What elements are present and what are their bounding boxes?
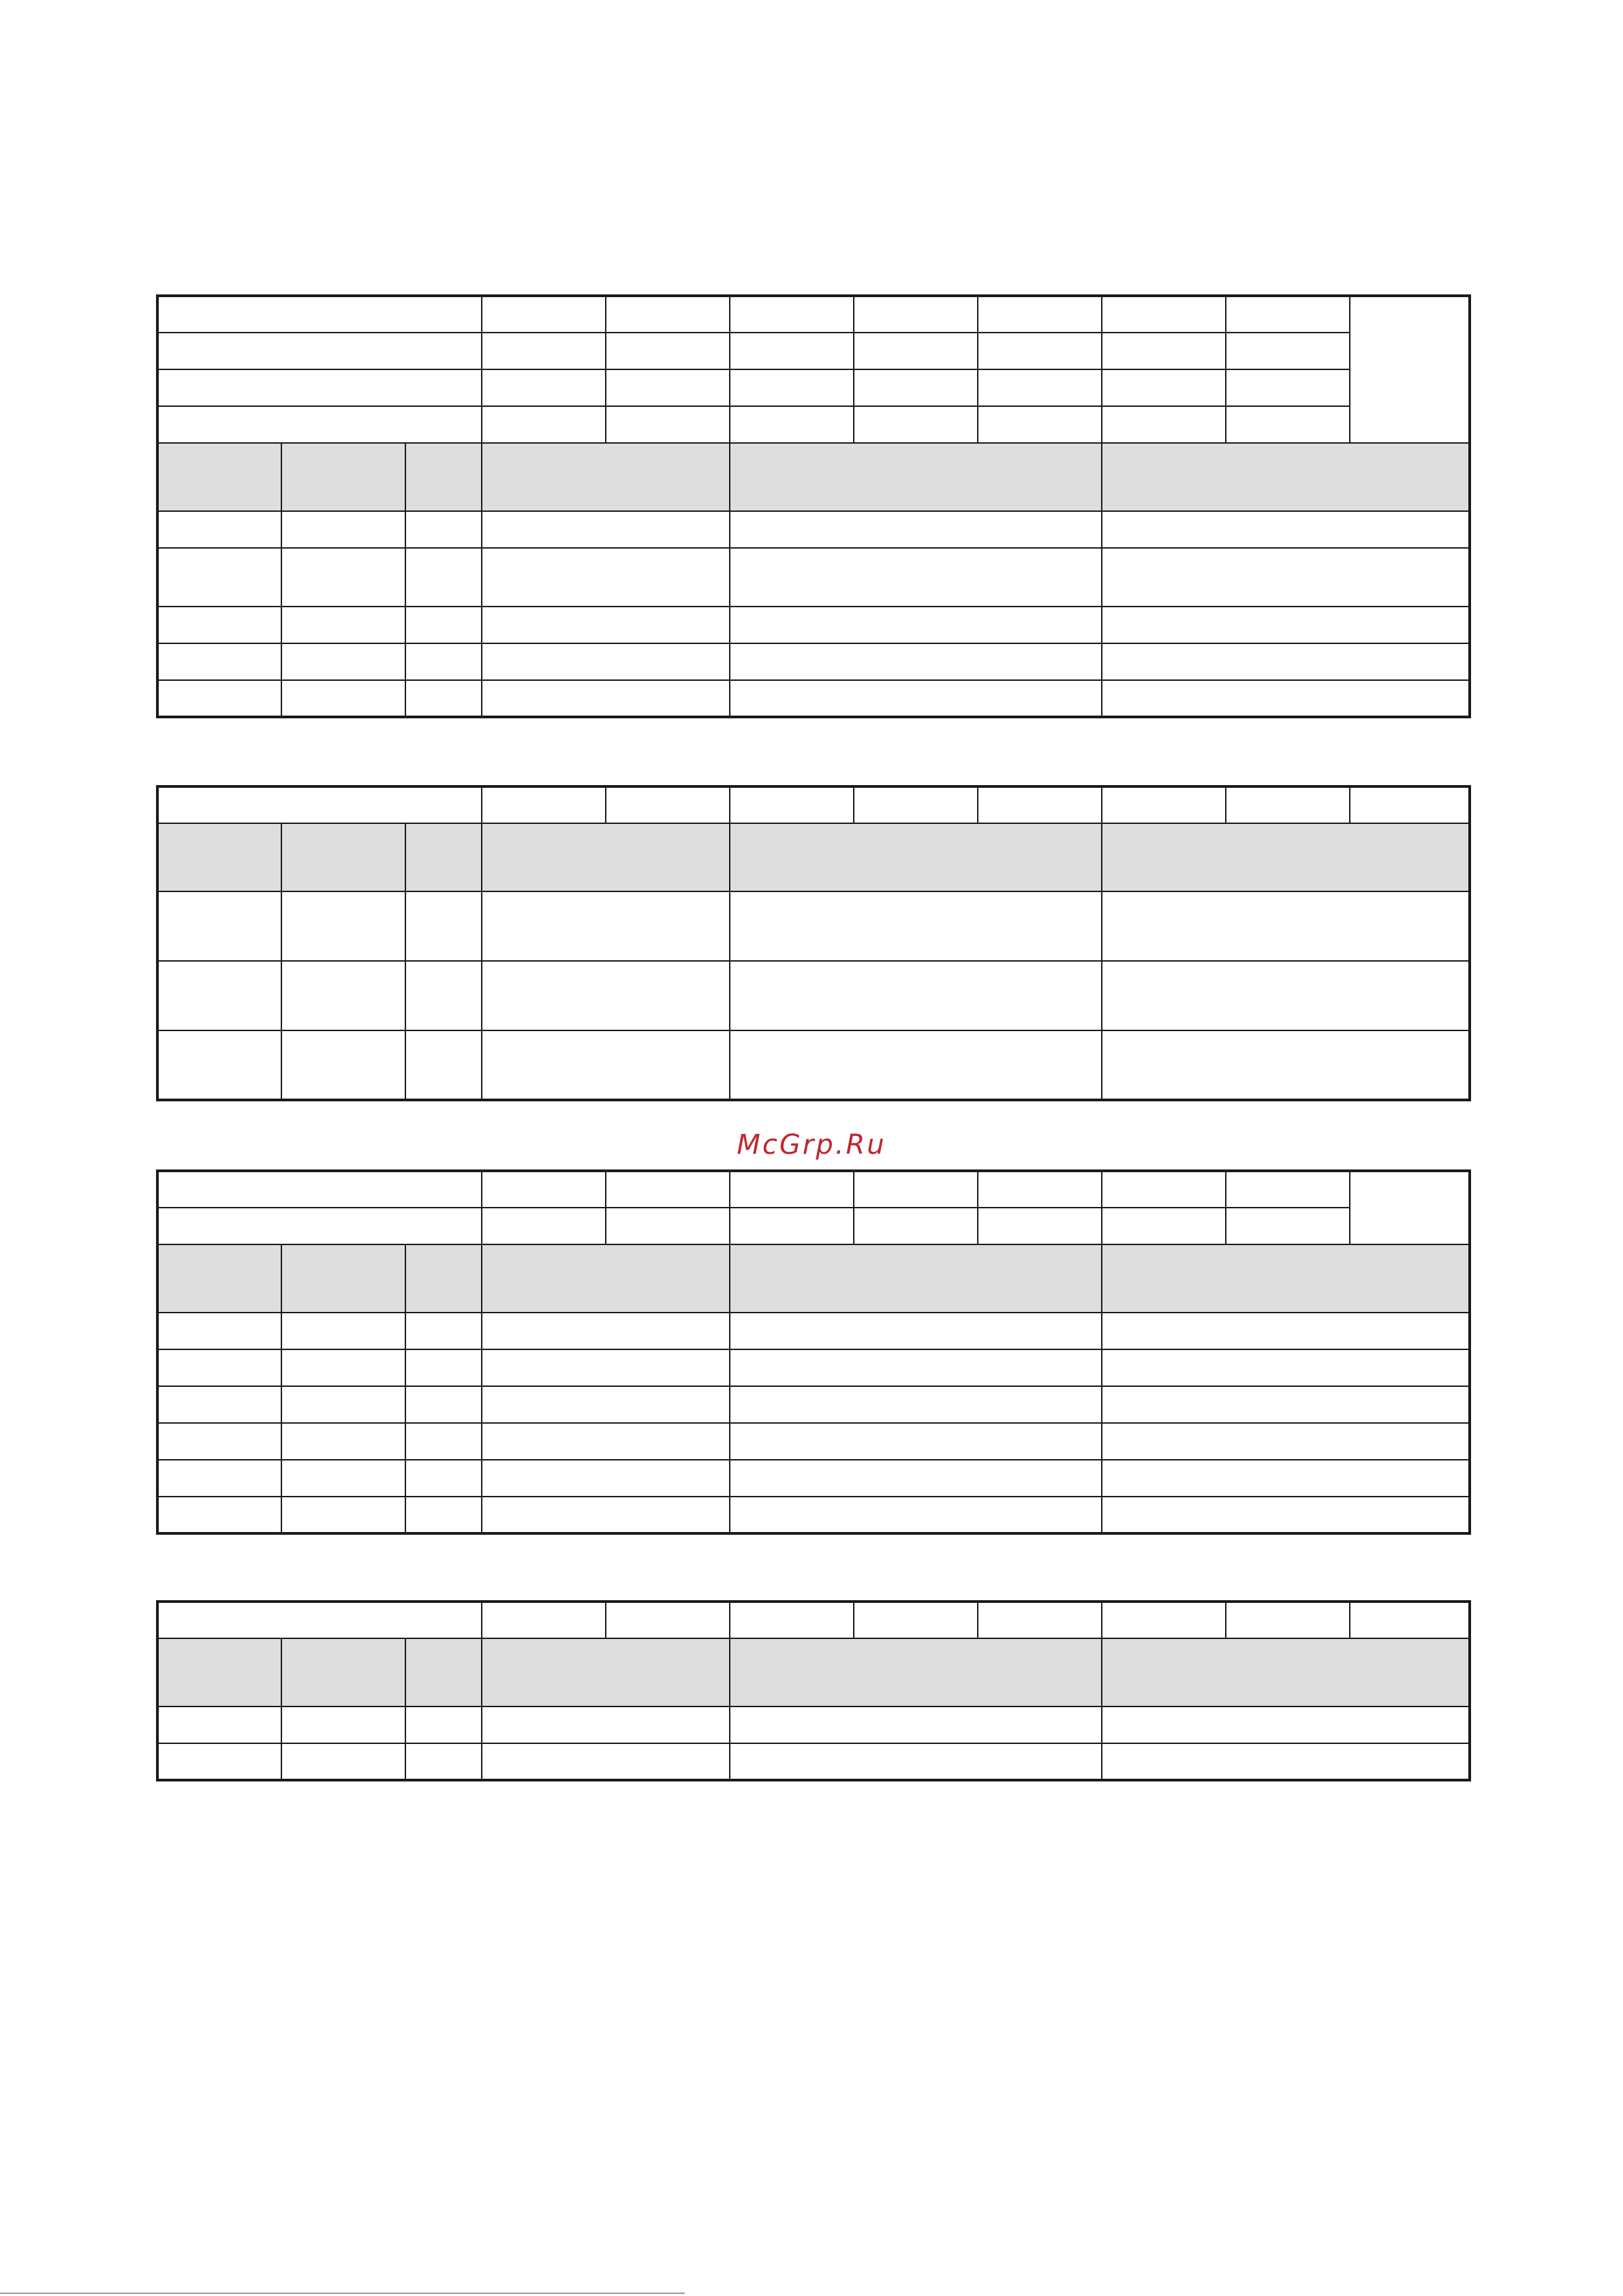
header-row — [157, 443, 1470, 511]
table-cell — [1102, 1497, 1470, 1533]
header-row — [157, 1244, 1470, 1313]
spec-value-cell — [482, 1208, 606, 1244]
table-cell — [1102, 1386, 1470, 1423]
table-cell — [730, 1313, 1102, 1349]
table-cell — [157, 1386, 281, 1423]
table-cell — [157, 961, 281, 1030]
header-cell — [281, 443, 405, 511]
table-cell — [405, 1030, 482, 1100]
table-row — [157, 961, 1470, 1030]
table-cell — [730, 607, 1102, 643]
table-4 — [156, 1600, 1471, 1781]
table-cell — [730, 1386, 1102, 1423]
header-cell — [1102, 1244, 1470, 1313]
table-cell — [1102, 1349, 1470, 1386]
table-cell — [1102, 548, 1470, 607]
table-cell — [281, 1706, 405, 1743]
table-cell — [482, 1423, 730, 1460]
table-cell — [281, 643, 405, 680]
spec-value-cell — [854, 1171, 978, 1208]
spec-value-cell — [482, 333, 606, 369]
spec-label-cell — [157, 333, 482, 369]
spec-value-cell — [482, 1171, 606, 1208]
table-cell — [1102, 607, 1470, 643]
spec-value-cell — [978, 1171, 1102, 1208]
spec-value-cell — [854, 333, 978, 369]
header-cell — [482, 823, 730, 891]
table-cell — [730, 1423, 1102, 1460]
table-cell — [281, 607, 405, 643]
table-cell — [730, 1349, 1102, 1386]
table-cell — [281, 1349, 405, 1386]
header-cell — [730, 823, 1102, 891]
spec-value-cell — [606, 1602, 730, 1638]
table-cell — [281, 1030, 405, 1100]
header-cell — [730, 1638, 1102, 1706]
header-cell — [157, 1244, 281, 1313]
header-cell — [157, 443, 281, 511]
spec-value-cell — [482, 296, 606, 333]
table-cell — [405, 1313, 482, 1349]
spec-value-cell — [1226, 333, 1350, 369]
table-cell — [157, 511, 281, 548]
spec-value-cell — [1102, 369, 1226, 406]
header-cell — [157, 1638, 281, 1706]
spec-row — [157, 786, 1470, 823]
spec-row — [157, 1208, 1470, 1244]
spec-value-cell — [854, 406, 978, 443]
spec-value-cell — [1102, 1602, 1226, 1638]
header-cell — [1102, 823, 1470, 891]
header-cell — [405, 1244, 482, 1313]
spec-label-cell — [157, 1602, 482, 1638]
table-cell — [405, 961, 482, 1030]
table-cell — [157, 1030, 281, 1100]
table-cell — [281, 511, 405, 548]
table-1 — [156, 294, 1471, 718]
spec-value-cell — [978, 296, 1102, 333]
table-cell — [482, 607, 730, 643]
spec-value-cell — [1102, 406, 1226, 443]
header-cell — [730, 443, 1102, 511]
header-cell — [405, 1638, 482, 1706]
table-cell — [281, 891, 405, 961]
table-cell — [482, 1497, 730, 1533]
table-row — [157, 1497, 1470, 1533]
table-cell — [1102, 511, 1470, 548]
spec-value-cell — [730, 296, 854, 333]
spec-value-cell — [1226, 1171, 1350, 1208]
table-cell — [730, 1743, 1102, 1780]
spec-label-cell — [157, 369, 482, 406]
header-row — [157, 1638, 1470, 1706]
header-cell — [482, 443, 730, 511]
table-cell — [1102, 961, 1470, 1030]
spec-value-cell — [854, 369, 978, 406]
spec-value-cell — [1226, 406, 1350, 443]
table-row — [157, 1706, 1470, 1743]
table-row — [157, 1743, 1470, 1780]
spec-value-cell — [1102, 1208, 1226, 1244]
table-row — [157, 891, 1470, 961]
header-cell — [482, 1638, 730, 1706]
spec-value-cell — [730, 333, 854, 369]
spec-label-cell — [157, 786, 482, 823]
table-cell — [730, 511, 1102, 548]
table-cell — [405, 607, 482, 643]
spec-value-cell — [978, 333, 1102, 369]
table-cell — [157, 680, 281, 717]
table-cell — [157, 548, 281, 607]
spec-value-cell — [606, 1171, 730, 1208]
table-cell — [730, 548, 1102, 607]
spec-value-cell — [482, 369, 606, 406]
table-cell — [1102, 1460, 1470, 1497]
table-row — [157, 1423, 1470, 1460]
header-cell — [157, 823, 281, 891]
spec-value-cell — [1226, 369, 1350, 406]
table-row — [157, 1386, 1470, 1423]
table-cell — [482, 961, 730, 1030]
table-row — [157, 1030, 1470, 1100]
table-3 — [156, 1169, 1471, 1535]
table-cell — [1102, 643, 1470, 680]
spec-value-cell — [730, 786, 854, 823]
spec-value-cell — [978, 786, 1102, 823]
table-cell — [405, 1743, 482, 1780]
spec-value-cell — [482, 1602, 606, 1638]
table-cell — [730, 891, 1102, 961]
spec-value-cell — [482, 786, 606, 823]
spec-value-cell — [1102, 296, 1226, 333]
table-cell — [405, 891, 482, 961]
header-cell — [405, 443, 482, 511]
spec-value-cell — [854, 1602, 978, 1638]
table-cell — [482, 1030, 730, 1100]
table-cell — [157, 607, 281, 643]
table-cell — [157, 1349, 281, 1386]
table-cell — [1102, 1313, 1470, 1349]
table-row — [157, 1349, 1470, 1386]
spec-label-cell — [157, 296, 482, 333]
table-row — [157, 1460, 1470, 1497]
spec-value-cell — [854, 1208, 978, 1244]
table-cell — [482, 1706, 730, 1743]
table-cell — [281, 1386, 405, 1423]
table-cell — [405, 1423, 482, 1460]
table-cell — [730, 1706, 1102, 1743]
table-cell — [405, 1460, 482, 1497]
spec-row — [157, 1171, 1470, 1208]
table-cell — [281, 548, 405, 607]
spec-value-cell — [730, 406, 854, 443]
spec-value-cell — [854, 786, 978, 823]
spec-value-cell — [606, 786, 730, 823]
table-cell — [281, 1497, 405, 1533]
table-cell — [281, 680, 405, 717]
table-cell — [1102, 1706, 1470, 1743]
spec-value-cell — [1102, 333, 1226, 369]
table-cell — [1102, 1423, 1470, 1460]
header-cell — [482, 1244, 730, 1313]
table-cell — [1102, 1743, 1470, 1780]
table-cell — [730, 961, 1102, 1030]
spec-row — [157, 369, 1470, 406]
spec-value-cell — [730, 1602, 854, 1638]
table-cell — [730, 1497, 1102, 1533]
header-cell — [405, 823, 482, 891]
spec-value-cell — [978, 1208, 1102, 1244]
table-cell — [405, 1386, 482, 1423]
spec-value-cell — [730, 369, 854, 406]
table-row — [157, 643, 1470, 680]
table-cell — [405, 1349, 482, 1386]
table-cell — [1102, 1030, 1470, 1100]
table-cell — [157, 1497, 281, 1533]
table-cell — [405, 1497, 482, 1533]
header-cell — [730, 1244, 1102, 1313]
spec-label-cell — [157, 1208, 482, 1244]
table-cell — [157, 1460, 281, 1497]
table-2 — [156, 785, 1471, 1101]
spec-value-cell — [978, 1602, 1102, 1638]
table-row — [157, 680, 1470, 717]
table-cell — [482, 1349, 730, 1386]
footer-rule — [0, 2293, 685, 2294]
table-cell — [157, 1313, 281, 1349]
table-cell — [730, 680, 1102, 717]
watermark-logo: McGrp.Ru — [737, 1129, 886, 1161]
header-cell — [281, 1638, 405, 1706]
spec-row — [157, 1602, 1470, 1638]
spec-value-cell — [854, 296, 978, 333]
spec-value-cell — [730, 1208, 854, 1244]
table-cell — [405, 680, 482, 717]
spec-value-cell — [1226, 296, 1350, 333]
spec-value-cell — [606, 369, 730, 406]
spec-value-cell — [1226, 1602, 1350, 1638]
table-cell — [405, 643, 482, 680]
table-cell — [1102, 680, 1470, 717]
table-row — [157, 1313, 1470, 1349]
spec-value-cell — [606, 1208, 730, 1244]
spec-row — [157, 333, 1470, 369]
table-cell — [281, 961, 405, 1030]
table-cell — [730, 643, 1102, 680]
spec-value-cell — [606, 296, 730, 333]
table-cell — [482, 1386, 730, 1423]
table-cell — [281, 1313, 405, 1349]
spec-value-cell — [978, 406, 1102, 443]
spec-row — [157, 406, 1470, 443]
spec-value-cell — [1102, 1171, 1226, 1208]
table-cell — [405, 548, 482, 607]
table-cell — [482, 680, 730, 717]
table-cell — [157, 643, 281, 680]
table-cell — [730, 1030, 1102, 1100]
table-cell — [157, 1743, 281, 1780]
spec-label-cell — [157, 406, 482, 443]
table-cell — [482, 1743, 730, 1780]
table-cell — [157, 1706, 281, 1743]
header-cell — [281, 823, 405, 891]
spec-value-cell — [606, 406, 730, 443]
table-cell — [482, 1460, 730, 1497]
table-row — [157, 607, 1470, 643]
spec-value-cell — [1226, 1208, 1350, 1244]
table-cell — [482, 511, 730, 548]
header-row — [157, 823, 1470, 891]
table-row — [157, 548, 1470, 607]
table-cell — [482, 891, 730, 961]
header-cell — [1102, 443, 1470, 511]
table-cell — [281, 1423, 405, 1460]
table-cell — [405, 1706, 482, 1743]
table-cell — [157, 891, 281, 961]
spec-row — [157, 296, 1470, 333]
table-cell — [482, 548, 730, 607]
spec-label-cell — [157, 1171, 482, 1208]
table-row — [157, 511, 1470, 548]
table-cell — [281, 1460, 405, 1497]
header-cell — [1102, 1638, 1470, 1706]
table-cell — [281, 1743, 405, 1780]
spec-value-cell — [1102, 786, 1226, 823]
table-cell — [482, 1313, 730, 1349]
table-cell — [482, 643, 730, 680]
spec-value-cell — [730, 1171, 854, 1208]
header-cell — [281, 1244, 405, 1313]
spec-value-cell — [978, 369, 1102, 406]
spec-value-cell — [606, 333, 730, 369]
spec-value-cell — [482, 406, 606, 443]
table-cell — [157, 1423, 281, 1460]
table-cell — [1102, 891, 1470, 961]
spec-value-cell — [1226, 786, 1350, 823]
table-cell — [730, 1460, 1102, 1497]
table-cell — [405, 511, 482, 548]
